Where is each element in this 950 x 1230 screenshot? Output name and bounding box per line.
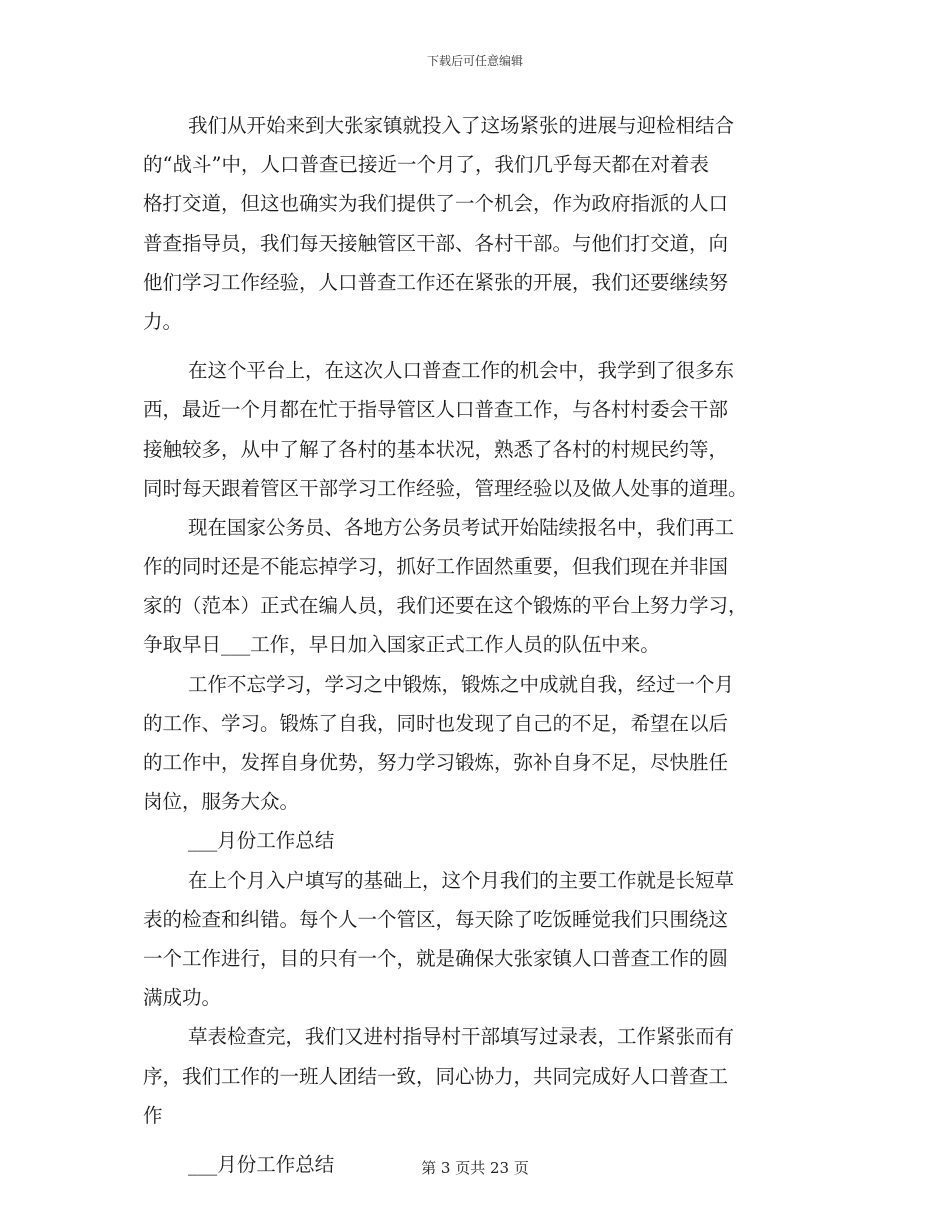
- text-line: 作的同时还是不能忘掉学习，抓好工作固然重要，但我们现在并非国: [143, 555, 729, 579]
- document-body: [143, 106, 823, 1184]
- text-line: 一个工作进行，目的只有一个，就是确保大张家镇人口普查工作的圆: [143, 946, 729, 970]
- paragraph: [143, 861, 823, 1018]
- text-line: 同时每天跟着管区干部学习工作经验，管理经验以及做人处事的道理。: [143, 476, 748, 500]
- text-line: 的工作、学习。锻炼了自我，同时也发现了自己的不足，希望在以后: [143, 711, 729, 735]
- text-line: 满成功。: [143, 986, 222, 1010]
- text-line: 争取早日___工作，早日加入国家正式工作人员的队伍中来。: [143, 633, 660, 657]
- text-line: 普查指导员，我们每天接触管区干部、各村干部。与他们打交道，向: [143, 231, 729, 255]
- page-header: 下载后可任意编辑: [426, 54, 523, 68]
- text-line: 在这个平台上，在这次人口普查工作的机会中，我学到了很多东: [188, 359, 735, 383]
- text-line: 西，最近一个月都在忙于指导管区人口普查工作，与各村村委会干部: [143, 398, 729, 422]
- text-line: 作: [143, 1103, 163, 1127]
- paragraph: [143, 1017, 823, 1135]
- text-line: 序，我们工作的一班人团结一致，同心协力，共同完成好人口普查工: [143, 1064, 729, 1088]
- section-heading: ___月份工作总结: [188, 1152, 335, 1176]
- text-line: 的“战斗”中，人口普查已接近一个月了，我们几乎每天都在对着表: [143, 153, 709, 177]
- paragraph: [143, 106, 823, 341]
- text-line: 他们学习工作经验，人口普查工作还在紧张的开展，我们还要继续努: [143, 270, 729, 294]
- page-footer: 第 3 页共 23 页: [421, 1159, 529, 1177]
- text-line: 家的（范本）正式在编人员，我们还要在这个锻炼的平台上努力学习，: [143, 594, 748, 618]
- text-line: 的工作中，发挥自身优势，努力学习锻炼，弥补自身不足，尽快胜任: [143, 751, 729, 774]
- section-heading: ___月份工作总结: [188, 829, 335, 853]
- text-line: 接触较多，从中了解了各村的基本状况，熟悉了各村的村规民约等，: [143, 437, 729, 461]
- paragraph: [143, 351, 823, 508]
- paragraph: [143, 665, 823, 822]
- text-line: 工作不忘学习，学习之中锻炼，锻炼之中成就自我，经过一个月: [188, 672, 735, 696]
- text-line: 我们从开始来到大张家镇就投入了这场紧张的进展与迎检相结合: [188, 114, 735, 137]
- text-line: 岗位，服务大众。: [143, 790, 300, 814]
- text-line: 草表检查完，我们又进村指导村干部填写过录表，工作紧张而有: [188, 1025, 735, 1049]
- text-line: 在上个月入户填写的基础上，这个月我们的主要工作就是长短草: [188, 868, 735, 892]
- paragraph: [143, 508, 823, 665]
- text-line: 现在国家公务员、各地方公务员考试开始陆续报名中，我们再工: [188, 515, 735, 539]
- text-line: 表的检查和纠错。每个人一个管区，每天除了吃饭睡觉我们只围绕这: [143, 907, 729, 931]
- text-line: 格打交道，但这也确实为我们提供了一个机会，作为政府指派的人口: [143, 192, 729, 216]
- text-line: 力。: [143, 309, 183, 333]
